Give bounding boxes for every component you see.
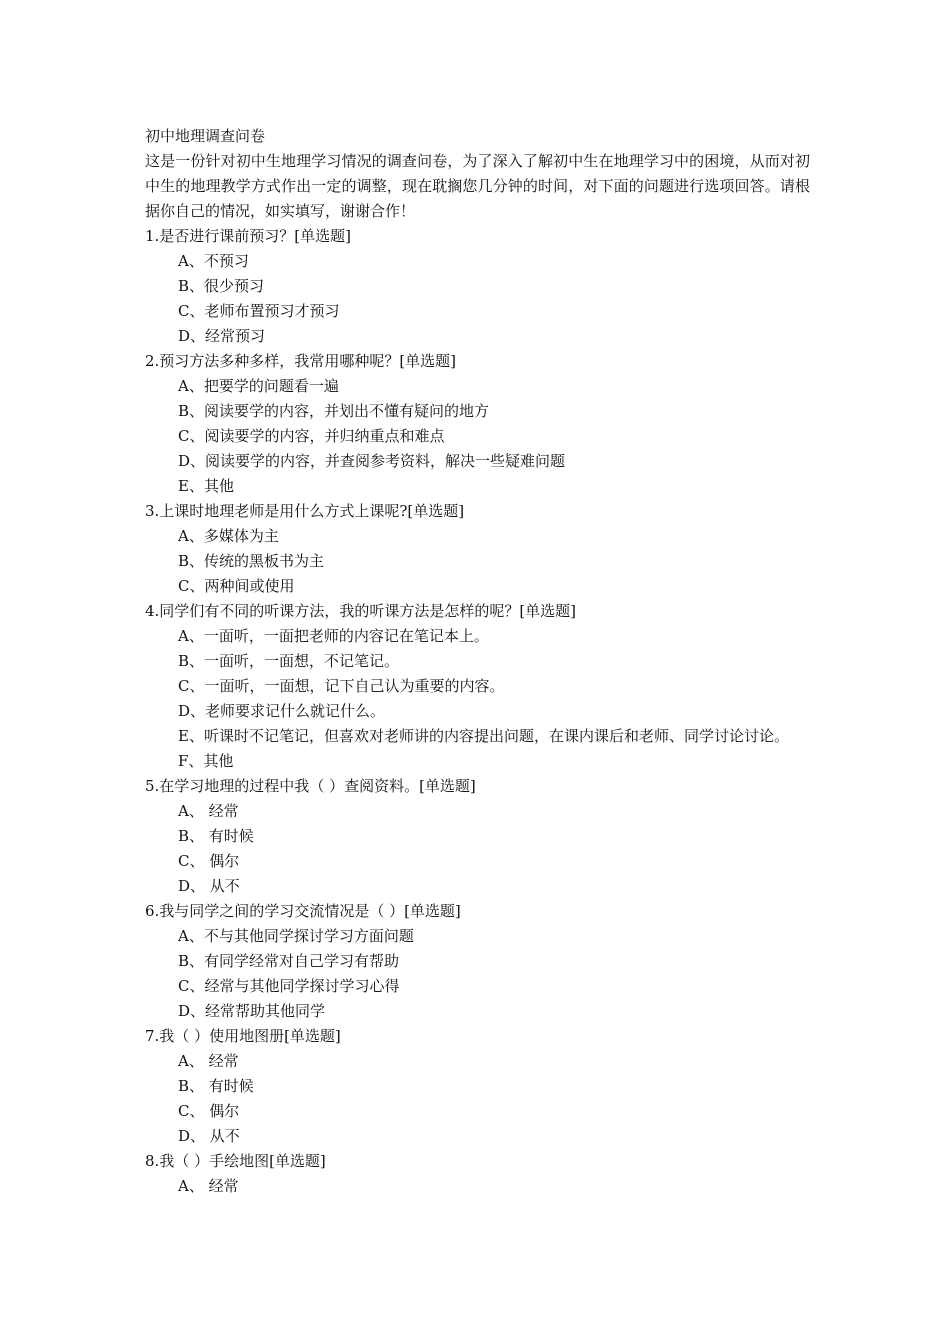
option-list [145,624,810,774]
option-d: D、老师要求记什么就记什么。 [178,702,386,720]
question-text: 1.是否进行课前预习？[单选题] [145,227,352,245]
option-a: A、把要学的问题看一遍 [178,377,339,395]
question-text: 2.预习方法多种多样，我常用哪种呢？[单选题] [145,352,457,370]
option-c: C、经常与其他同学探讨学习心得 [178,977,400,995]
option-list [145,374,810,499]
option-list [145,924,810,1024]
option-e: E、其他 [178,477,234,495]
option-a: A、一面听，一面把老师的内容记在笔记本上。 [178,627,489,645]
option-d: D、经常预习 [178,327,266,345]
option-list [145,1174,810,1199]
option-b: B、 有时候 [178,1077,254,1095]
question-text: 6.我与同学之间的学习交流情况是（ ）[单选题] [145,902,461,920]
option-d: D、 从不 [178,877,240,895]
option-b: B、传统的黑板书为主 [178,552,325,570]
option-b: B、阅读要学的内容，并划出不懂有疑问的地方 [178,402,490,420]
question-6 [145,899,810,1024]
option-list [145,799,810,899]
question-2 [145,349,810,499]
option-c: C、阅读要学的内容，并归纳重点和难点 [178,427,445,445]
option-list [145,249,810,349]
option-f: F、其他 [178,752,234,770]
option-a: A、 经常 [178,1177,239,1195]
question-text: 3.上课时地理老师是用什么方式上课呢?[单选题] [145,502,465,520]
option-d: D、经常帮助其他同学 [178,1002,326,1020]
option-d: D、阅读要学的内容，并查阅参考资料，解决一些疑难问题 [178,452,566,470]
document-intro: 这是一份针对初中生地理学习情况的调查问卷，为了深入了解初中生在地理学习中的困境，从而对初中生的地理教学方式作出一定的调整，现在耽搁您几分钟的时间，对下面的问题进行选项回答。请根据你自己的情况，如实填写，谢谢合作！ [145,152,810,220]
question-1 [145,224,810,349]
question-text: 7.我（ ）使用地图册[单选题] [145,1027,341,1045]
option-b: B、一面听，一面想，不记笔记。 [178,652,400,670]
option-a: A、不预习 [178,252,249,270]
option-b: B、 有时候 [178,827,254,845]
option-a: A、 经常 [178,1052,239,1070]
question-8 [145,1149,810,1199]
question-3 [145,499,810,599]
question-7 [145,1024,810,1149]
option-c: C、一面听，一面想，记下自己认为重要的内容。 [178,677,505,695]
document-page [145,124,810,1199]
option-c: C、老师布置预习才预习 [178,302,340,320]
question-text: 8.我（ ）手绘地图[单选题] [145,1152,326,1170]
question-5 [145,774,810,899]
question-text: 4.同学们有不同的听课方法，我的听课方法是怎样的呢？[单选题] [145,602,577,620]
question-4 [145,599,810,774]
option-a: A、多媒体为主 [178,527,279,545]
option-c: C、 偶尔 [178,1102,240,1120]
option-c: C、 偶尔 [178,852,240,870]
option-list [145,524,810,599]
option-list [145,1049,810,1149]
question-text: 5.在学习地理的过程中我（ ）查阅资料。[单选题] [145,777,476,795]
option-d: D、 从不 [178,1127,240,1145]
document-title: 初中地理调查问卷 [145,127,266,145]
option-b: B、有同学经常对自己学习有帮助 [178,952,400,970]
option-a: A、 经常 [178,802,239,820]
option-b: B、很少预习 [178,277,265,295]
option-a: A、不与其他同学探讨学习方面问题 [178,927,414,945]
option-e: E、听课时不记笔记，但喜欢对老师讲的内容提出问题，在课内课后和老师、同学讨论讨论。 [178,727,789,745]
option-c: C、两种间或使用 [178,577,295,595]
